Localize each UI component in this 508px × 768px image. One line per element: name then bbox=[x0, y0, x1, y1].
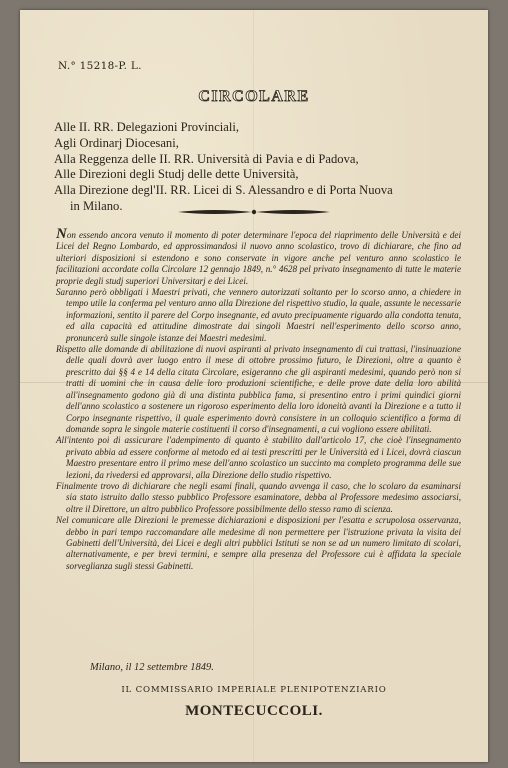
body-paragraph bbox=[56, 481, 461, 515]
addressee-line: Alle Direzioni degli Studj delle dette Università, bbox=[54, 167, 299, 182]
signature-name: MONTECUCCOLI. bbox=[185, 703, 323, 719]
body-paragraph bbox=[56, 435, 461, 481]
addressee-list bbox=[54, 120, 474, 215]
body-paragraph bbox=[56, 226, 461, 287]
paragraph-text: Nel comunicare alle Direzioni le premesse dichiarazioni e disposizioni per l'esatta e scrupolosa osservanza, debbo in pari tempo raccomandare alle medesime di non permettere per l'istruzione privata la visita dei Gabinetti dell'Università, dei Licei e degli altri pubblici Istituti se non se ad un numero limitato di scolari, alternativamente, e per brevi termini, e sempre alla presenza del Professore cui è affidata la speciale sorveglianza sugli stessi Gabinetti. bbox=[56, 515, 461, 571]
ornamental-rule-icon bbox=[174, 206, 334, 218]
body-paragraph bbox=[56, 344, 461, 435]
addressee-line: Alle II. RR. Delegazioni Provinciali, bbox=[54, 120, 240, 134]
paragraph-text: on essendo ancora venuto il momento di poter determinare l'epoca del riaprimento delle Università e dei Licei del Regno Lombardo, ed approssimandosi il nuovo anno scolastico, trovo di dichiarare, che fino ad ulteriori disposizioni si estendono e sono conservate in vigore anche pel venturo anno scolastico le facilitazioni accordate colla Circolare 12 gennajo 1849, n.° 4628 pel privato insegnamento di tutte le materie proprie degli studj superiori Universitarj e dei Licei. bbox=[56, 230, 461, 286]
paragraph-text: Finalmente trovo di dichiarare che negli esami finali, quando avvenga il caso, che lo scolaro da esaminarsi sia stato istruito dallo stesso pubblico Professore esaminatore, debba al Professore medesimo associarsi, oltre il Direttore, un altro pubblico Professore possibilmente dello stesso ramo di scienza. bbox=[56, 480, 461, 514]
body-paragraph bbox=[56, 515, 461, 572]
addressee-line: Alla Direzione degl'II. RR. Licei di S. Alessandro e di Porta Nuova bbox=[54, 183, 393, 198]
document-title: CIRCOLARE bbox=[198, 88, 310, 105]
official-title: IL COMMISSARIO IMPERIALE PLENIPOTENZIARIO bbox=[121, 685, 387, 695]
body-paragraph bbox=[56, 287, 461, 344]
paragraph-text: Saranno però obbligati i Maestri privati, che vennero autorizzati soltanto per lo scorso anno, a chiedere in tempo utile la conferma pel venturo anno alla Direzione del rispettivo studio, la quale, assunte le necessarie informazioni, sentito il parere del Corpo insegnante, ed avuto precipuamente riguardo alla condotta tenuta, ed alla capacità ed attitudine dimostrate dai singoli Maestri nell'esperimento dello scorso anno, pronuncerà sulle singole istanze dei Maestri medesimi. bbox=[56, 287, 461, 343]
drop-cap: N bbox=[56, 226, 67, 242]
paragraph-text: Rispetto alle domande di abilitazione di nuovi aspiranti al privato insegnamento di cui trattasi, l'insinuazione delle quali dovrà aver luogo entro il mese di ottobre prossimo futuro, le Direzioni, oltre a quanto è prescritto dai §§ 4 e 14 della citata Circolare, esigeranno che gli aspiranti medesimi, quando però non si tratti di uomini che in causa delle loro produzioni scientifiche, e delle prove date della loro abilità all'insegnamento godono già di una distinta pubblica fama, si presentino entro i primi quindici giorni dell'anno scolastico a sostenere un rigoroso esperimento della loro idoneità avanti la Direzione e a tutto il Corpo insegnante rispettivo, il quale esperimento dovrà consistere in un colloquio scientifico a forma di domande sopra le singole materie costituenti il corso d'insegnamenti, a cui vogliono essere abilitati. bbox=[56, 344, 461, 434]
document-page bbox=[20, 10, 488, 762]
addressee-line: Agli Ordinarj Diocesani, bbox=[54, 135, 179, 150]
addressee-line: in Milano. bbox=[70, 198, 123, 213]
addressee-line: Alla Reggenza delle II. RR. Università di Pavia e di Padova, bbox=[54, 151, 359, 166]
protocol-number: N.° 15218-P. L. bbox=[58, 60, 142, 72]
date-line: Milano, il 12 settembre 1849. bbox=[90, 662, 214, 673]
paragraph-text: All'intento poi di assicurare l'adempimento di quanto è stabilito dall'articolo 17, che cioè l'insegnamento privato abbia ad essere conforme al metodo ed ai testi prescritti per le Università ed i Licei, dovrà ciascun Maestro presentare entro il primo mese dell'anno scolastico un succinto ma completo programma delle sue lezioni, da rivedersi ed approvarsi, alla Direzione dello studio rispettivo. bbox=[56, 435, 461, 480]
circular-body bbox=[56, 226, 461, 572]
